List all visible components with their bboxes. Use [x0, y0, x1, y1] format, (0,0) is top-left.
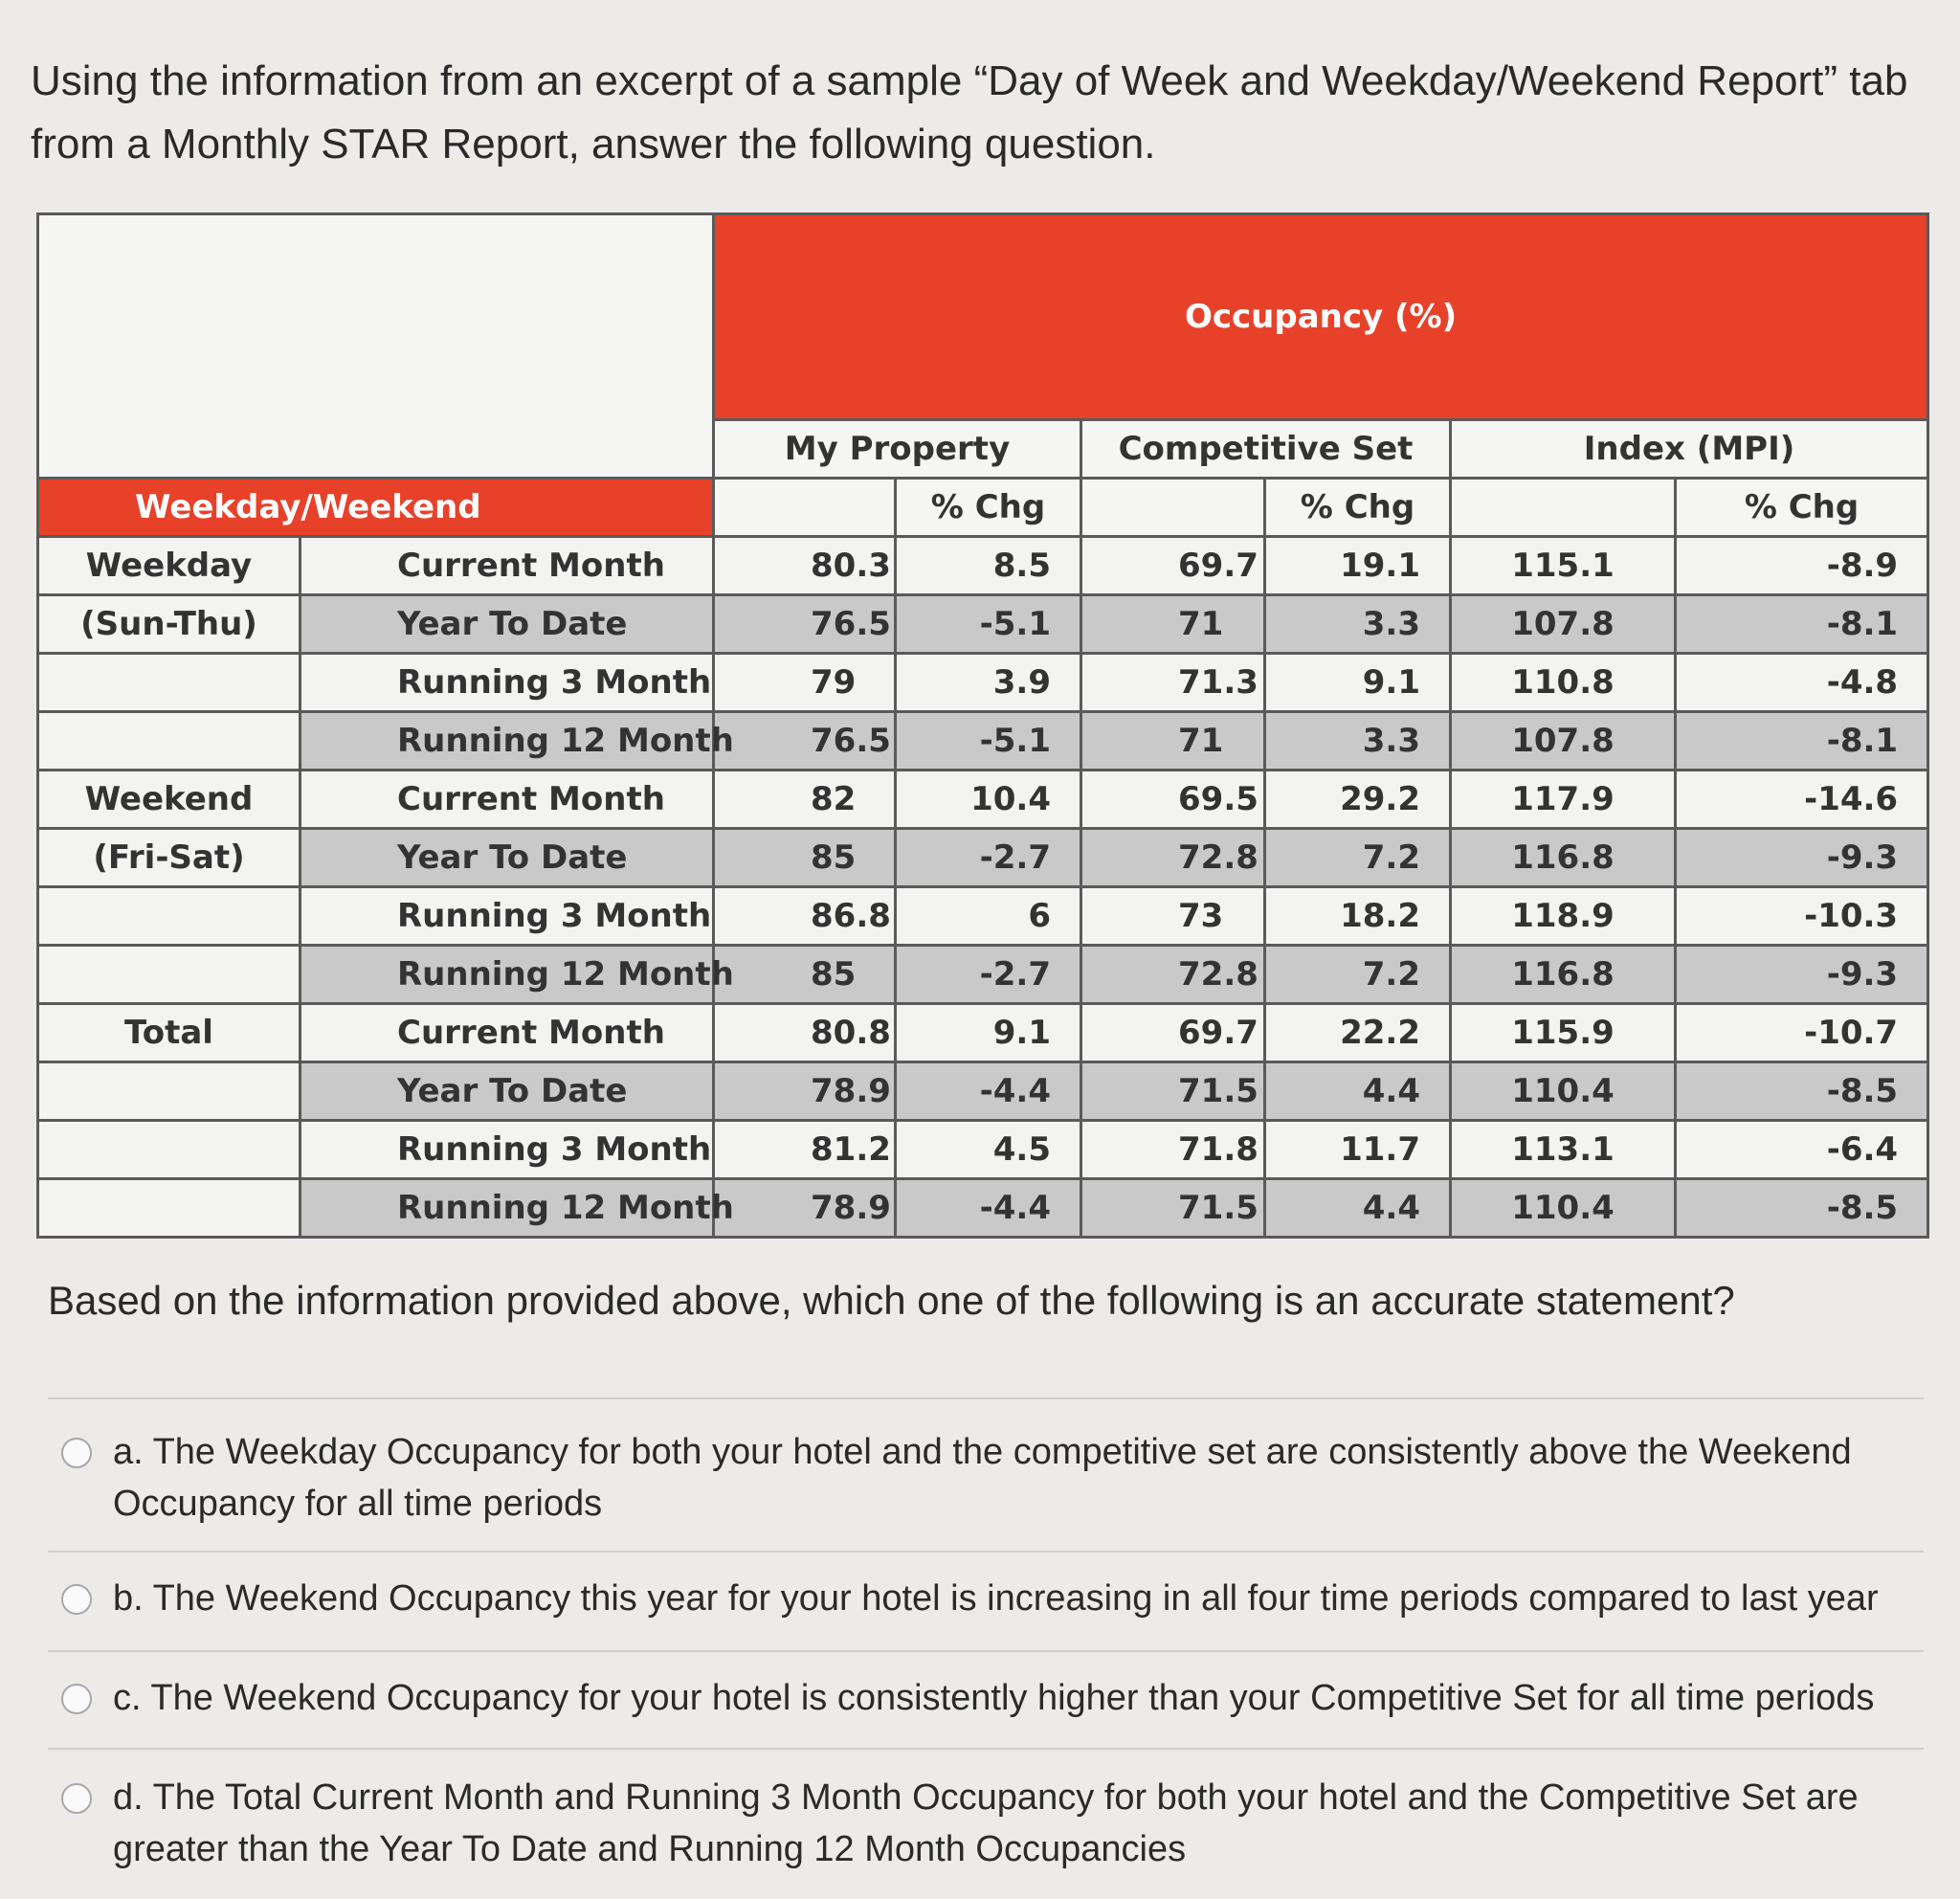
competitive-set-pct-chg: 11.7 [1265, 1121, 1451, 1179]
subheader-pct-chg: % Chg [896, 479, 1081, 537]
table-row [38, 712, 1928, 771]
table-row [38, 537, 1928, 595]
my-property-pct-chg: 9.1 [896, 1004, 1081, 1062]
row-period-label: Year To Date [301, 595, 714, 654]
subheader-blank [1081, 479, 1265, 537]
index-pct-chg: -8.1 [1676, 595, 1928, 654]
table-row [38, 829, 1928, 887]
row-group-label: Weekday [38, 537, 301, 595]
occupancy-table [36, 212, 1929, 1239]
my-property-value: 80.3 [714, 537, 896, 595]
my-property-value: 78.9 [714, 1179, 896, 1238]
competitive-set-value: 71.5 [1081, 1179, 1265, 1238]
table-row [38, 946, 1928, 1004]
competitive-set-pct-chg: 19.1 [1265, 537, 1451, 595]
occupancy-header: Occupancy (%) [714, 214, 1928, 420]
row-period-label: Current Month [301, 1004, 714, 1062]
index-value: 117.9 [1451, 771, 1676, 829]
my-property-value: 76.5 [714, 712, 896, 771]
my-property-header: My Property [714, 420, 1081, 479]
index-pct-chg: -9.3 [1676, 829, 1928, 887]
my-property-value: 79 [714, 654, 896, 712]
row-group-label [38, 654, 301, 712]
subheader-pct-chg: % Chg [1265, 479, 1451, 537]
option-c[interactable] [61, 1672, 1908, 1724]
index-pct-chg: -4.8 [1676, 654, 1928, 712]
index-value: 107.8 [1451, 712, 1676, 771]
option-a-text: a. The Weekday Occupancy for both your hotel and the competitive set are consistently above the Weekend Occupancy for all time periods [113, 1432, 1852, 1524]
competitive-set-pct-chg: 4.4 [1265, 1062, 1451, 1121]
row-group-label [38, 1179, 301, 1238]
option-d-text: d. The Total Current Month and Running 3 Month Occupancy for both your hotel and the Competitive Set are greater than the Year To Date and Running 12 Month Occupancies [113, 1777, 1859, 1869]
index-pct-chg: -8.1 [1676, 712, 1928, 771]
divider [48, 1650, 1924, 1652]
row-period-label: Running 3 Month [301, 1121, 714, 1179]
index-value: 116.8 [1451, 946, 1676, 1004]
my-property-value: 76.5 [714, 595, 896, 654]
my-property-pct-chg: 8.5 [896, 537, 1081, 595]
index-value: 118.9 [1451, 887, 1676, 946]
row-period-label: Running 12 Month [301, 712, 714, 771]
row-group-label: (Sun-Thu) [38, 595, 301, 654]
competitive-set-pct-chg: 4.4 [1265, 1179, 1451, 1238]
row-period-label: Year To Date [301, 1062, 714, 1121]
row-period-label: Running 3 Month [301, 887, 714, 946]
table-row [38, 1004, 1928, 1062]
competitive-set-pct-chg: 3.3 [1265, 595, 1451, 654]
index-pct-chg: -8.5 [1676, 1179, 1928, 1238]
index-pct-chg: -9.3 [1676, 946, 1928, 1004]
my-property-value: 85 [714, 946, 896, 1004]
table-row [38, 771, 1928, 829]
index-value: 110.8 [1451, 654, 1676, 712]
competitive-set-pct-chg: 18.2 [1265, 887, 1451, 946]
competitive-set-pct-chg: 7.2 [1265, 946, 1451, 1004]
index-pct-chg: -14.6 [1676, 771, 1928, 829]
table-row [38, 1121, 1928, 1179]
option-c-text: c. The Weekend Occupancy for your hotel is consistently higher than your Competitive Set for all time periods [113, 1678, 1875, 1718]
radio-button[interactable] [61, 1783, 92, 1814]
my-property-pct-chg: -5.1 [896, 712, 1081, 771]
option-a[interactable] [61, 1426, 1908, 1530]
index-value: 107.8 [1451, 595, 1676, 654]
index-value: 113.1 [1451, 1121, 1676, 1179]
row-period-label: Year To Date [301, 829, 714, 887]
table-row [38, 1062, 1928, 1121]
row-period-label: Running 12 Month [301, 946, 714, 1004]
competitive-set-value: 71 [1081, 712, 1265, 771]
my-property-pct-chg: 3.9 [896, 654, 1081, 712]
my-property-pct-chg: -4.4 [896, 1062, 1081, 1121]
row-period-label: Current Month [301, 537, 714, 595]
competitive-set-value: 69.5 [1081, 771, 1265, 829]
competitive-set-value: 71.3 [1081, 654, 1265, 712]
competitive-set-value: 69.7 [1081, 537, 1265, 595]
table-row [38, 654, 1928, 712]
blank-corner [38, 214, 714, 479]
my-property-pct-chg: 10.4 [896, 771, 1081, 829]
competitive-set-pct-chg: 22.2 [1265, 1004, 1451, 1062]
row-group-label [38, 712, 301, 771]
index-value: 110.4 [1451, 1179, 1676, 1238]
option-b-text: b. The Weekend Occupancy this year for your hotel is increasing in all four time periods compared to last year [113, 1578, 1879, 1619]
row-group-label [38, 887, 301, 946]
row-group-label [38, 946, 301, 1004]
index-value: 110.4 [1451, 1062, 1676, 1121]
competitive-set-value: 71.8 [1081, 1121, 1265, 1179]
index-pct-chg: -8.5 [1676, 1062, 1928, 1121]
competitive-set-value: 72.8 [1081, 829, 1265, 887]
intro-text: Using the information from an excerpt of a sample “Day of Week and Weekday/Weekend Report” tab from a Monthly STAR Report, answer the following question. [31, 57, 1908, 168]
subheader-blank [714, 479, 896, 537]
index-pct-chg: -10.3 [1676, 887, 1928, 946]
row-group-label [38, 1121, 301, 1179]
competitive-set-value: 71 [1081, 595, 1265, 654]
divider [48, 1397, 1924, 1399]
radio-button[interactable] [61, 1684, 92, 1714]
star-report-table [36, 212, 1927, 1239]
row-period-label: Running 12 Month [301, 1179, 714, 1238]
subheader-pct-chg: % Chg [1676, 479, 1928, 537]
my-property-value: 80.8 [714, 1004, 896, 1062]
competitive-set-value: 69.7 [1081, 1004, 1265, 1062]
competitive-set-pct-chg: 29.2 [1265, 771, 1451, 829]
competitive-set-value: 72.8 [1081, 946, 1265, 1004]
my-property-value: 78.9 [714, 1062, 896, 1121]
index-pct-chg: -6.4 [1676, 1121, 1928, 1179]
my-property-pct-chg: -5.1 [896, 595, 1081, 654]
question-text: Based on the information provided above, which one of the following is an accurate statement? [48, 1278, 1735, 1323]
weekday-weekend-header: Weekday/Weekend [38, 479, 714, 537]
competitive-set-header: Competitive Set [1081, 420, 1451, 479]
radio-button[interactable] [61, 1438, 92, 1468]
my-property-value: 86.8 [714, 887, 896, 946]
table-row [38, 1179, 1928, 1238]
competitive-set-value: 73 [1081, 887, 1265, 946]
my-property-pct-chg: -2.7 [896, 829, 1081, 887]
index-value: 115.9 [1451, 1004, 1676, 1062]
divider [48, 1551, 1924, 1553]
divider [48, 1748, 1924, 1750]
option-b[interactable] [61, 1573, 1908, 1624]
index-value: 115.1 [1451, 537, 1676, 595]
my-property-value: 81.2 [714, 1121, 896, 1179]
subheader-blank [1451, 479, 1676, 537]
index-pct-chg: -8.9 [1676, 537, 1928, 595]
row-group-label [38, 1062, 301, 1121]
index-value: 116.8 [1451, 829, 1676, 887]
row-group-label: (Fri-Sat) [38, 829, 301, 887]
competitive-set-pct-chg: 7.2 [1265, 829, 1451, 887]
my-property-value: 85 [714, 829, 896, 887]
my-property-pct-chg: 4.5 [896, 1121, 1081, 1179]
competitive-set-value: 71.5 [1081, 1062, 1265, 1121]
my-property-pct-chg: -2.7 [896, 946, 1081, 1004]
table-row [38, 887, 1928, 946]
row-period-label: Running 3 Month [301, 654, 714, 712]
my-property-pct-chg: 6 [896, 887, 1081, 946]
competitive-set-pct-chg: 3.3 [1265, 712, 1451, 771]
table-row [38, 595, 1928, 654]
radio-button[interactable] [61, 1584, 92, 1615]
my-property-pct-chg: -4.4 [896, 1179, 1081, 1238]
index-pct-chg: -10.7 [1676, 1004, 1928, 1062]
option-d[interactable] [61, 1772, 1908, 1875]
row-period-label: Current Month [301, 771, 714, 829]
row-group-label: Total [38, 1004, 301, 1062]
row-group-label: Weekend [38, 771, 301, 829]
my-property-value: 82 [714, 771, 896, 829]
index-header: Index (MPI) [1451, 420, 1928, 479]
competitive-set-pct-chg: 9.1 [1265, 654, 1451, 712]
